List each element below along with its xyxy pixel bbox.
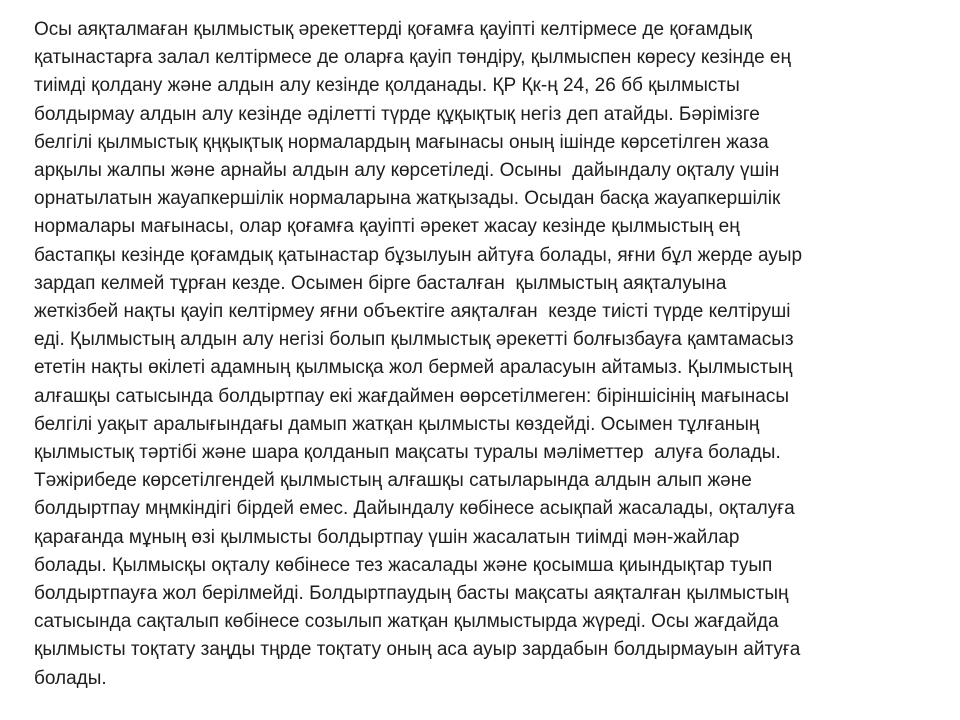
body-paragraph: Осы аяқталмаған қылмыстық әрекеттерді қоғамға қауіпті келтірмесе де қоғамдық қатынастарға залал келтірмесе де оларға қауіп төндіру, қылмыспен көресу кезінде ең тиімді қолдану және алдын алу кезінде қолданады. ҚР Қк-ң 24, 26 бб қылмысты болдырмау алдын алу кезінде әділетті түрде құқықтық негіз деп атайды. Бәрімізге белгілі қылмыстық қңқықтық нормалардың мағынасы оның ішінде көрсетілген жаза арқылы жалпы және арнайы алдын алу көрсетіледі. Осыны дайындалу оқталу үшін орнатылатын жауапкершілік нормаларына жатқызады. Осыдан басқа жауапкершілік нормалары мағынасы, олар қоғамға қауіпті әрекет жасау кезінде қылмыстың ең бастапқы кезінде қоғамдық қатынастар бұзылуын айтуға болады, яғни бұл жерде ауыр зардап келмей тұрған кезде. Осымен бірге басталған қылмыстың аяқталуына жеткізбей нақты қауіп келтірмеу яғни объектіге аяқталған кезде тиісті түрде келтіруші еді. Қылмыстың алдын алу негізі болып қылмыстық әрекетті болғызбауға қамтамасыз ететін нақты өкілеті адамның қылмысқа жол бермей араласуын айтамыз. Қылмыстың алғашқы сатысында болдыртпау екі жағдаймен өөрсетілмеген: біріншісінің мағынасы белгілі уақыт аралығындағы дамып жатқан қылмысты көздейді. Осымен тұлғаның қылмыстық тәртібі және шара қолданып мақсаты туралы мәліметтер алуға болады. Тәжірибеде көрсетілгендей қылмыстың алғашқы сатыларында алдын алып және болдыртпау мңмкіндігі бірдей емес. Дайындалу көбінесе асықпай жасалады, оқталуға қарағанда мұның өзі қылмысты болдыртпау үшін жасалатын тиімді мән-жайлар болады. Қылмысқы оқталу көбінесе тез жасалады және қосымша қиындықтар туып болдыртпауға жол берілмейді. Болдыртпаудың басты мақсаты аяқталған қылмыстың сатысында сақталып көбінесе созылып жатқан қылмыстырда жүреді. Осы жағдайда қылмысты тоқтату заңды тңрде тоқтату оның аса ауыр зардабын болдырмауын айтуға болады. xyxy=(34,19,803,689)
